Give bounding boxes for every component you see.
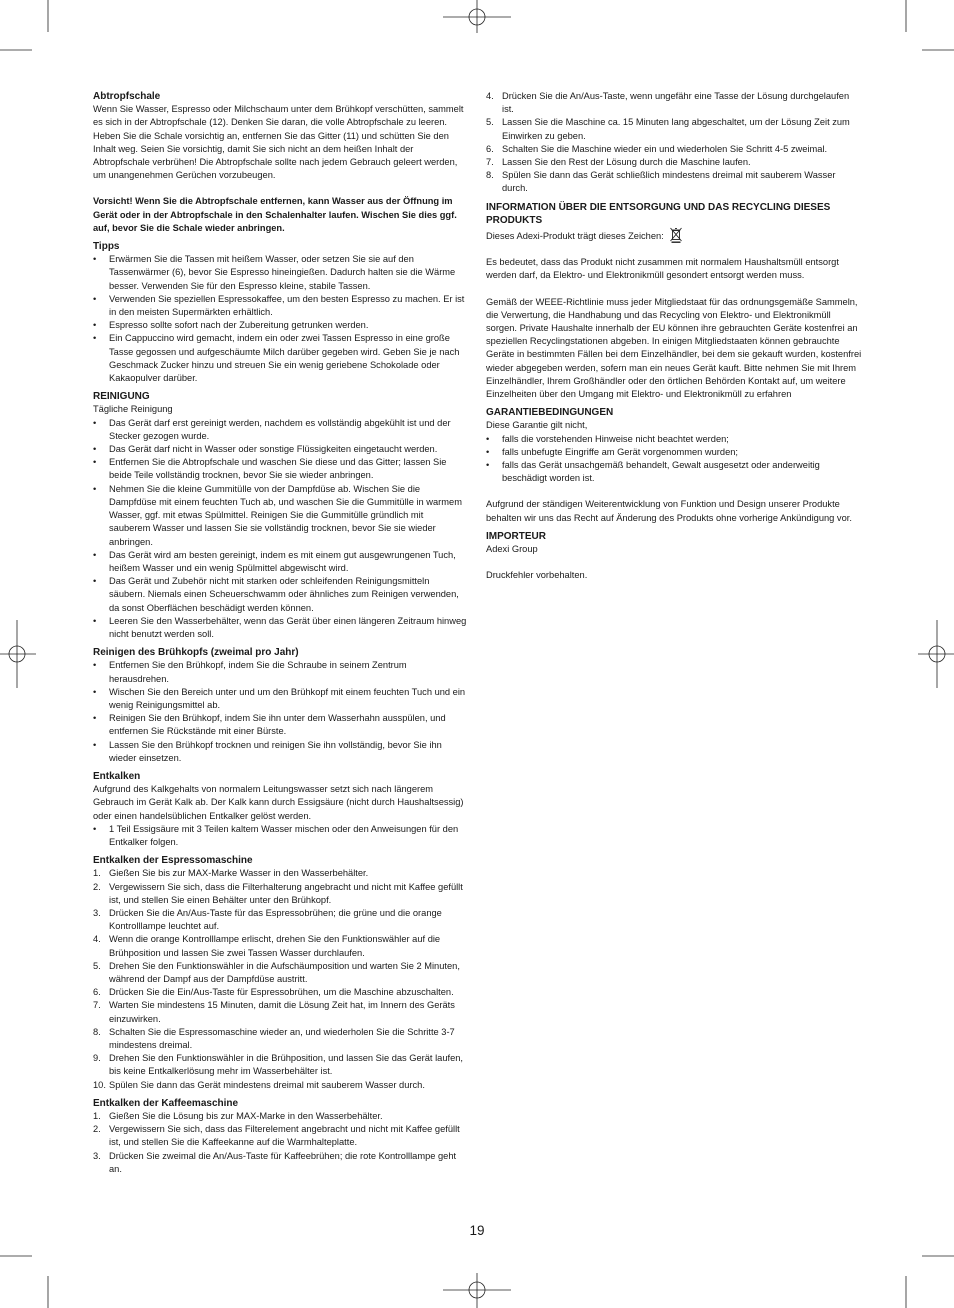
list-item: 4. Wenn die orange Kontrolllampe erlischt, drehen Sie den Funktionswähler auf die Brühposition und lassen Sie zwei Tassen Wasser durchlaufen. [93,934,441,958]
reinigung-list [93,417,467,641]
list-item: • Erwärmen Sie die Tassen mit heißem Wasser, oder setzen Sie sie auf den Tassenwärmer (6), bevor Sie Espresso hineingießen. Dadurch halten sie die Wärme besser. Verwenden Sie für den Espresso kleine, stabile Tassen. [93,254,456,291]
kaffee-steps [93,1110,467,1176]
list-item: 1. Gießen Sie die Lösung bis zur MAX-Marke in den Wasserbehälter. [93,1111,383,1122]
list-item: • Verwenden Sie speziellen Espressokaffee, um den besten Espresso zu machen. Er ist in den meisten Supermärkten erhältlich. [93,293,465,318]
list-item: 5. Lassen Sie die Maschine ca. 15 Minuten lang abgeschaltet, um der Lösung Zeit zum Einwirken zu geben. [486,117,850,141]
list-item: 3. Drücken Sie zweimal die An/Aus-Taste für Kaffeebrühen; die rote Kontrolllampe geht an. [93,1150,457,1174]
list-item: • Wischen Sie den Bereich unter und um den Brühkopf mit einem feuchten Tuch und ein wenig Reinigungsmittel ab. [93,686,466,710]
list-item: • falls unbefugte Eingriffe am Gerät vorgenommen wurden; [486,446,738,457]
entsorgung-p2: Gemäß der WEEE-Richtlinie muss jeder Mitgliedstaat für das ordnungsgemäße Sammeln, die Verwertung, die Handhabung und das Recycling von Elektro- und Elektronikmüll sorgen. Private Haushalte innerhalb der EU können ihre gebrauchten Geräte kostenfrei an speziellen Recyclingstationen abgeben. In einigen Mitgliedstaaten können gebrauchte Geräte in bestimmten Fällen bei dem Einzelhändler, bei dem sie gekauft wurden, kostenfrei wieder abgegeben werden, sofern man ein neues Gerät kauft. Bitte nehmen Sie mit Ihrem Einzelhändler, Ihrem Großhändler oder den örtlichen Behörden Kontakt auf, um weitere Einzelheiten über den Umgang mit Elektro- und Elektronikmüll zu erfahren [486,296,862,400]
list-item: 2. Vergewissern Sie sich, dass die Filterhalterung angebracht und nicht mit Kaffee gefüllt ist, und stellen Sie einen Behälter unter den Brühkopf. [93,881,463,905]
list-item: 1. Gießen Sie bis zur MAX-Marke Wasser in den Wasserbehälter. [93,868,369,879]
heading-bruehkopf: Reinigen des Brühkopfs (zweimal pro Jahr) [93,647,299,659]
section-bruehkopf [93,646,467,765]
entsorgung-sign-line: Dieses Adexi-Produkt trägt dieses Zeichen: [486,227,862,243]
list-item: • 1 Teil Essigsäure mit 3 Teilen kaltem Wasser mischen oder den Anweisungen für den Entkalker folgen. [93,823,459,847]
section-garantie [486,406,862,525]
list-item: 6. Drücken Sie die Ein/Aus-Taste für Espressobrühen, um die Maschine abzuschalten. [93,987,454,998]
list-item: 7. Lassen Sie den Rest der Lösung durch die Maschine laufen. [486,157,751,168]
list-item: • Leeren Sie den Wasserbehälter, wenn das Gerät über einen längeren Zeitraum hinweg nicht benutzt werden soll. [93,615,467,639]
list-item: 6. Schalten Sie die Maschine wieder ein und wiederholen Sie Schritt 4-5 zweimal. [486,143,828,154]
right-column [486,90,862,583]
list-item: • Ein Cappuccino wird gemacht, indem ein oder zwei Tassen Espresso in eine große Tasse gegossen und aufgeschäumte Milch darüber gegeben wird. Geben Sie je nach Geschmack Zucker hinzu und streuen Sie ein wenig geriebene Schokolade oder Kakaopulver darüber. [93,333,460,384]
garantie-list [486,433,862,486]
entkalken-list [93,823,467,849]
heading-entkalken: Entkalken [93,770,141,782]
list-item: 9. Drehen Sie den Funktionswähler in die Brühposition, und lassen Sie das Gerät laufen, bis keine Entkalkerlösung mehr im Wasserbehälter ist. [93,1053,464,1077]
tipps-list [93,253,467,385]
espresso-steps [93,867,467,1091]
list-item: • Das Gerät wird am besten gereinigt, indem es mit einem gut ausgewrungenen Tuch, heißem Wasser und ein wenig Spülmittel abgewischt wird. [93,549,456,573]
abtropfschale-warning: Vorsicht! Wenn Sie die Abtropfschale entfernen, kann Wasser aus der Öffnung im Gerät oder in der Abtropfschale in den Schalenhalter laufen. Wischen Sie dies ggf. auf, bevor Sie die Schale wieder anbringen. [93,196,457,233]
heading-entkalken-espresso: Entkalken der Espressomaschine [93,855,253,867]
list-item: • Das Gerät und Zubehör nicht mit starken oder schleifenden Reinigungsmitteln säubern. Niemals einen Scheuerschwamm oder ähnliches zum Reinigen verwenden, da sonst Oberflächen beschädigt werden können. [93,576,459,613]
section-reinigung [93,390,467,641]
list-item: 3. Drücken Sie die An/Aus-Taste für das Espressobrühen; die grüne und die orange Kontrolllampe leuchtet auf. [93,907,442,932]
heading-tipps: Tipps [93,241,120,253]
page-number: 19 [469,1223,485,1238]
heading-abtropfschale: Abtropfschale [93,91,161,102]
bruehkopf-list [93,659,467,765]
section-abtropfschale [93,90,467,235]
heading-entkalken-kaffee: Entkalken der Kaffeemaschine [93,1097,239,1109]
importeur-name: Adexi Group [486,544,538,555]
entkalken-body: Aufgrund des Kalkgehalts von normalem Leitungswasser setzt sich nach längerem Gebrauch im Gerät Kalk ab. Der Kalk kann durch Essigsäure (nicht durch Haushaltsessig) oder einen handelsüblichen Entkalker gelöst werden. [93,784,464,821]
heading-reinigung: REINIGUNG [93,391,150,403]
section-entsorgung [486,201,862,402]
reinigung-intro: Tägliche Reinigung [93,404,173,415]
list-item: • Das Gerät darf nicht in Wasser oder sonstige Flüssigkeiten eingetaucht werden. [93,444,438,455]
crossed-bin-icon [670,227,682,243]
list-item: • Reinigen Sie den Brühkopf, indem Sie ihn unter dem Wasserhahn ausspülen, und entfernen Sie Rückstände mit einer Bürste. [93,713,446,737]
list-item: 8. Schalten Sie die Espressomaschine wieder an, und wiederholen Sie die Schritte 3-7 mindestens dreimal. [93,1026,455,1051]
entsorgung-p1: Es bedeutet, dass das Produkt nicht zusammen mit normalem Haushaltsmüll entsorgt werden darf, da Elektro- und Elektronikmüll gesondert entsorgt werden muss. [486,257,839,281]
list-item: • Entfernen Sie die Abtropfschale und waschen Sie diese und das Gitter; lassen Sie beide Teile vollständig trocknen, bevor Sie sie wieder anbringen. [93,457,447,481]
list-item: 2. Vergewissern Sie sich, dass das Filterelement angebracht und nicht mit Kaffee gefüllt ist, und stellen Sie die Kaffeekanne auf die Warmhalteplatte. [93,1124,460,1148]
garantie-intro: Diese Garantie gilt nicht, [486,420,588,431]
list-item: 10. Spülen Sie dann das Gerät mindestens dreimal mit sauberem Wasser durch. [93,1079,425,1090]
list-item: • Entfernen Sie den Brühkopf, indem Sie die Schraube in seinem Zentrum herausdrehen. [93,660,407,684]
garantie-note: Aufgrund der ständigen Weiterentwicklung von Funktion und Design unserer Produkte behalten wir uns das Recht auf Änderung des Produkts ohne vorherige Ankündigung vor. [486,499,852,523]
section-entkalken-kaffee [93,1097,467,1176]
abtropfschale-body: Wenn Sie Wasser, Espresso oder Milchschaum unter dem Brühkopf verschütten, sammelt es sich in der Abtropfschale (12). Denken Sie daran, die volle Abtropfschale zu leeren. Heben Sie die Schale vorsichtig an, entfernen Sie das Gitter (11) und schütten Sie den Inhalt weg. Seien Sie vorsichtig, damit Sie sich nicht an dem heißen Inhalt der Abtropfschale verbrühen! Die Abtropfschale sollte nach jedem Gebrauch geleert werden, um unangenehmen Gerüchen vorzubeugen. [93,104,464,181]
heading-garantie: GARANTIEBEDINGUNGEN [486,407,614,419]
misprint-note: Druckfehler vorbehalten. [486,570,588,581]
section-entkalken [93,770,467,849]
section-importeur [486,530,862,583]
left-column [93,90,467,1176]
list-item: • falls das Gerät unsachgemäß behandelt, Gewalt ausgesetzt oder anderweitig beschädigt worden ist. [486,460,820,484]
list-item: • Das Gerät darf erst gereinigt werden, nachdem es vollständig abgekühlt ist und der Stecker gezogen wurde. [93,417,451,441]
section-entkalken-espresso [93,854,467,1092]
section-tipps [93,240,467,385]
list-item: 7. Warten Sie mindestens 15 Minuten, damit die Lösung Zeit hat, im Innern des Geräts einzuwirken. [93,1000,455,1024]
heading-importeur: IMPORTEUR [486,530,546,542]
kaffee-steps-continued [486,90,862,196]
list-item: • Espresso sollte sofort nach der Zubereitung getrunken werden. [93,320,369,331]
list-item: 8. Spülen Sie dann das Gerät schließlich mindestens dreimal mit sauberem Wasser durch. [486,170,836,194]
list-item: • Lassen Sie den Brühkopf trocknen und reinigen Sie ihn vollständig, bevor Sie ihn wieder einsetzen. [93,739,442,763]
list-item: • Nehmen Sie die kleine Gummitülle von der Dampfdüse ab. Wischen Sie die Dampfdüse mit einem feuchten Tuch ab, und waschen Sie die Gummitülle in warmem Wasser, ggf. mit etwas Spülmittel. Reinigen Sie die Gummitülle gründlich mit sauberem Wasser und lassen Sie sie vollständig trocknen, bevor Sie sie wieder anbringen. [93,483,462,547]
list-item: • falls die vorstehenden Hinweise nicht beachtet werden; [486,433,729,444]
heading-entsorgung: INFORMATION ÜBER DIE ENTSORGUNG UND DAS RECYCLING DIESES PRODUKTS [486,201,831,226]
list-item: 4. Drücken Sie die An/Aus-Taste, wenn ungefähr eine Tasse der Lösung durchgelaufen ist. [486,91,850,115]
section-kaffee-continued [486,90,862,196]
list-item: 5. Drehen Sie den Funktionswähler in die Aufschäumposition und warten Sie 2 Minuten, während der Dampf aus der Dampfdüse austritt. [93,960,460,984]
